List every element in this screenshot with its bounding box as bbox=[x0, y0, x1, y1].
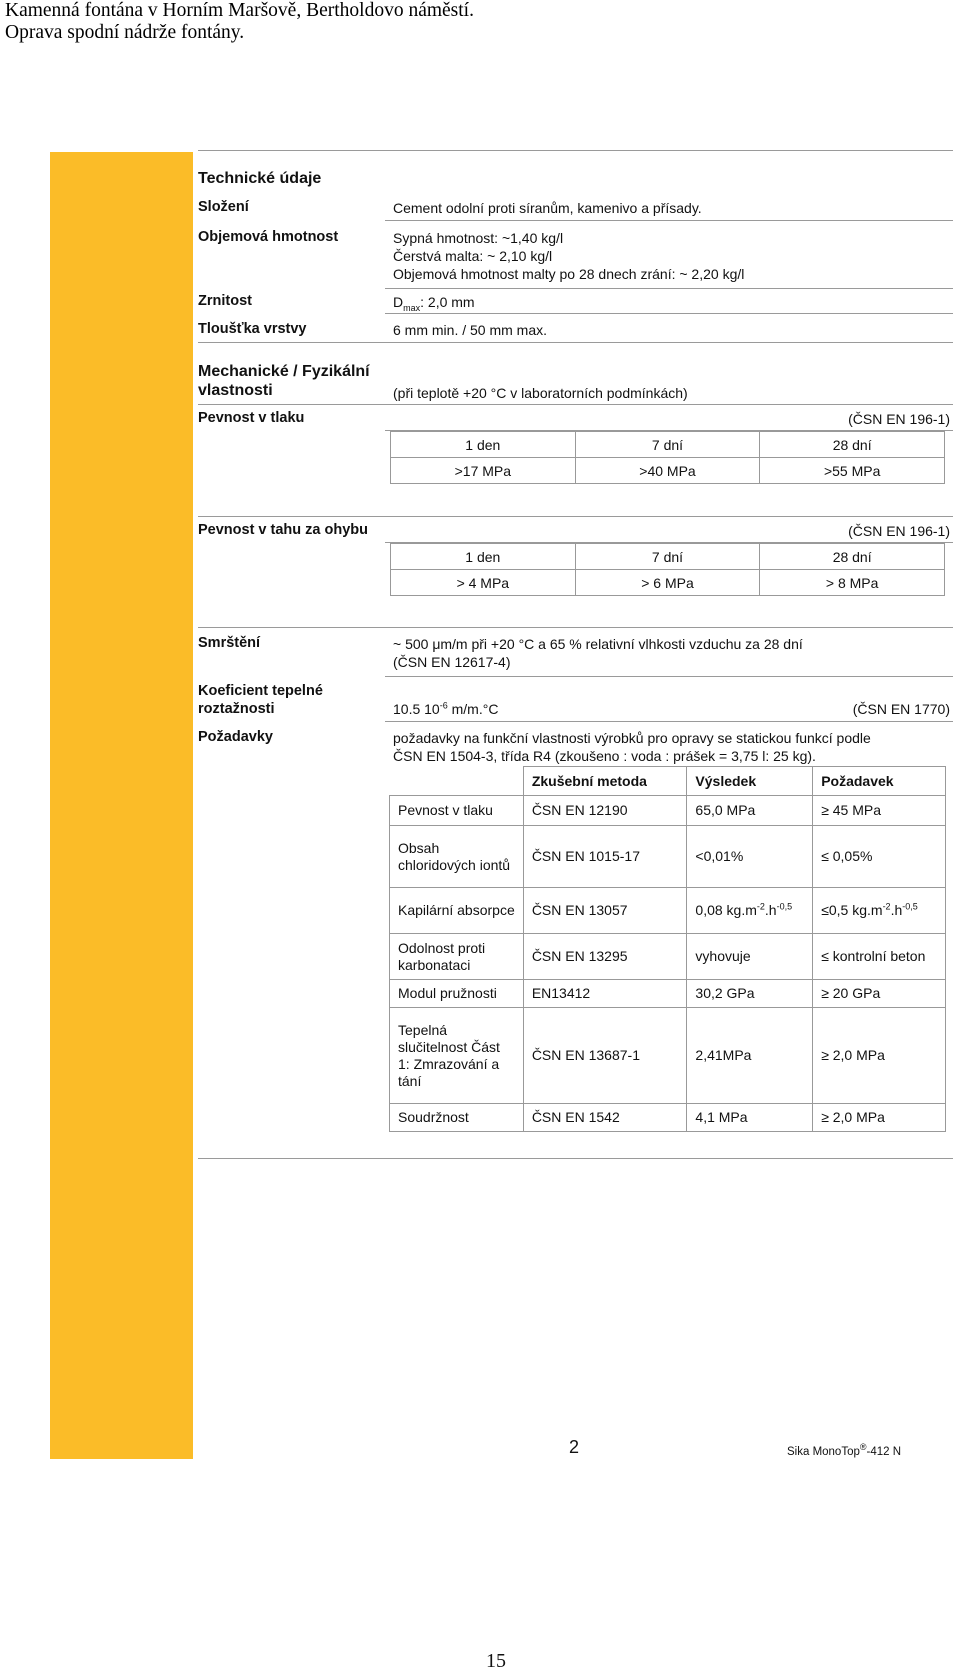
value-smrsteni-1: ~ 500 μm/m při +20 °C a 65 % relativní vlhkosti vzduchu za 28 dní bbox=[393, 636, 803, 652]
section-title-technical: Technické údaje bbox=[198, 170, 322, 187]
norm-koeficient: (ČSN EN 1770) bbox=[852, 701, 950, 717]
requirements-table bbox=[389, 766, 946, 1132]
table-cell: Kapilární absorpce bbox=[390, 888, 524, 934]
table-cell: > 6 MPa bbox=[575, 570, 760, 596]
divider bbox=[198, 404, 953, 405]
header-line-1: Kamenná fontána v Horním Maršově, Bertholdovo náměstí. bbox=[5, 0, 474, 21]
req-exp: -2 bbox=[882, 901, 891, 912]
table-pevnost-ohyb bbox=[390, 543, 945, 596]
koef-unit: m/m.°C bbox=[447, 701, 499, 717]
table-cell: >55 MPa bbox=[760, 458, 945, 484]
product-suffix: -412 N bbox=[866, 1446, 902, 1458]
label-zrnitost: Zrnitost bbox=[198, 293, 252, 309]
table-cell: ČSN EN 12190 bbox=[523, 796, 687, 826]
table-row bbox=[390, 888, 946, 934]
norm-pevnost-tlak: (ČSN EN 196-1) bbox=[848, 411, 950, 427]
result-exp: -0,5 bbox=[776, 901, 793, 912]
divider bbox=[198, 516, 953, 517]
table-row bbox=[391, 458, 945, 484]
table-cell: Pevnost v tlaku bbox=[390, 796, 524, 826]
table-cell: > 4 MPa bbox=[391, 570, 576, 596]
value-pozadavky-1: požadavky na funkční vlastnosti výrobků pro opravy se statickou funkcí podle bbox=[393, 730, 871, 746]
table-cell: ≤ kontrolní beton bbox=[813, 934, 946, 980]
table-row bbox=[390, 980, 946, 1008]
table-cell: ČSN EN 1015-17 bbox=[523, 826, 687, 888]
divider bbox=[198, 1158, 953, 1159]
value-smrsteni-2: (ČSN EN 12617-4) bbox=[393, 654, 511, 670]
table-cell: vyhovuje bbox=[687, 934, 813, 980]
mechanical-condition: (při teplotě +20 °C v laboratorních podmínkách) bbox=[393, 385, 688, 401]
table-row bbox=[390, 934, 946, 980]
label-smrsteni: Smrštění bbox=[198, 635, 261, 651]
section-title-mechanical-1: Mechanické / Fyzikální bbox=[198, 363, 370, 380]
result-base: 0,08 kg.m bbox=[695, 902, 757, 918]
value-zrnitost bbox=[393, 293, 475, 311]
table-cell: Odolnost proti karbonataci bbox=[390, 934, 524, 980]
table-cell bbox=[813, 888, 946, 934]
table-header-cell: Výsledek bbox=[687, 767, 813, 796]
table-cell bbox=[687, 888, 813, 934]
page-number: 15 bbox=[486, 1650, 506, 1672]
table-row bbox=[390, 826, 946, 888]
table-cell: 4,1 MPa bbox=[687, 1104, 813, 1132]
table-cell: 2,41MPa bbox=[687, 1008, 813, 1104]
product-name: Sika MonoTop bbox=[787, 1446, 860, 1458]
table-row bbox=[390, 1008, 946, 1104]
table-cell: ČSN EN 13687-1 bbox=[523, 1008, 687, 1104]
label-tloustka: Tloušťka vrstvy bbox=[198, 321, 307, 337]
table-cell: 1 den bbox=[391, 432, 576, 458]
result-exp: -2 bbox=[756, 901, 765, 912]
label-pevnost-ohyb: Pevnost v tahu za ohybu bbox=[198, 522, 368, 538]
result-mid: .h bbox=[764, 902, 777, 918]
value-hmotnost-2: Čerstvá malta: ~ 2,10 kg/l bbox=[393, 248, 553, 264]
value-koeficient bbox=[393, 700, 498, 718]
header-line-2: Oprava spodní nádrže fontány. bbox=[5, 22, 245, 43]
section-title-mechanical-2: vlastnosti bbox=[198, 382, 273, 399]
table-cell: ČSN EN 13057 bbox=[523, 888, 687, 934]
table-row bbox=[391, 570, 945, 596]
table-cell: EN13412 bbox=[523, 980, 687, 1008]
divider bbox=[198, 150, 953, 151]
koef-base: 10.5 10 bbox=[393, 701, 440, 717]
table-row bbox=[390, 796, 946, 826]
yellow-sidebar bbox=[50, 152, 193, 1459]
table-cell: >17 MPa bbox=[391, 458, 576, 484]
req-mid: .h bbox=[890, 902, 903, 918]
label-koeficient-2: roztažnosti bbox=[198, 701, 275, 717]
divider bbox=[198, 627, 953, 628]
document-header bbox=[5, 0, 474, 44]
norm-pevnost-ohyb: (ČSN EN 196-1) bbox=[848, 523, 950, 539]
divider bbox=[385, 288, 953, 289]
table-cell: ≥ 45 MPa bbox=[813, 796, 946, 826]
label-koeficient-1: Koeficient tepelné bbox=[198, 683, 323, 699]
table-cell: 7 dní bbox=[575, 544, 760, 570]
footer-page-number: 2 bbox=[569, 1437, 580, 1457]
value-pozadavky-2: ČSN EN 1504-3, třída R4 (zkoušeno : voda : prášek = 3,75 l: 25 kg). bbox=[393, 748, 816, 764]
table-cell: 28 dní bbox=[760, 432, 945, 458]
table-row bbox=[390, 1104, 946, 1132]
table-row bbox=[391, 432, 945, 458]
divider bbox=[198, 342, 953, 343]
table-cell: ČSN EN 1542 bbox=[523, 1104, 687, 1132]
table-header-row bbox=[390, 767, 946, 796]
table-cell: ≥ 2,0 MPa bbox=[813, 1104, 946, 1132]
table-cell: 65,0 MPa bbox=[687, 796, 813, 826]
table-cell: ≥ 20 GPa bbox=[813, 980, 946, 1008]
table-cell: Obsah chloridových iontů bbox=[390, 826, 524, 888]
table-cell: >40 MPa bbox=[575, 458, 760, 484]
label-pozadavky: Požadavky bbox=[198, 729, 273, 745]
divider bbox=[385, 313, 953, 314]
table-cell: ≤ 0,05% bbox=[813, 826, 946, 888]
table-header-cell: Zkušební metoda bbox=[523, 767, 687, 796]
table-cell: Soudržnost bbox=[390, 1104, 524, 1132]
req-exp: -0,5 bbox=[902, 901, 918, 912]
divider bbox=[385, 220, 953, 221]
table-cell: 7 dní bbox=[575, 432, 760, 458]
table-cell: 1 den bbox=[391, 544, 576, 570]
value-hmotnost-3: Objemová hmotnost malty po 28 dnech zrání: ~ 2,20 kg/l bbox=[393, 266, 745, 282]
value-slozeni: Cement odolní proti síranům, kamenivo a přísady. bbox=[393, 200, 702, 216]
value-tloustka: 6 mm min. / 50 mm max. bbox=[393, 322, 548, 338]
value-hmotnost-1: Sypná hmotnost: ~1,40 kg/l bbox=[393, 230, 564, 246]
footer-product bbox=[787, 1442, 902, 1458]
koef-exp: -6 bbox=[439, 700, 448, 711]
registered-mark: ® bbox=[859, 1442, 867, 1453]
table-cell: 30,2 GPa bbox=[687, 980, 813, 1008]
divider bbox=[385, 676, 953, 677]
label-hmotnost: Objemová hmotnost bbox=[198, 229, 339, 245]
label-slozeni: Složení bbox=[198, 199, 249, 215]
table-cell: Tepelná slučitelnost Část 1: Zmrazování a tání bbox=[390, 1008, 524, 1104]
label-pevnost-tlak: Pevnost v tlaku bbox=[198, 410, 305, 426]
table-cell: Modul pružnosti bbox=[390, 980, 524, 1008]
table-header-cell bbox=[390, 767, 524, 796]
req-base: ≤0,5 kg.m bbox=[821, 902, 883, 918]
table-cell: 28 dní bbox=[760, 544, 945, 570]
table-cell: > 8 MPa bbox=[760, 570, 945, 596]
zrnitost-d: D bbox=[393, 294, 404, 310]
divider bbox=[385, 721, 953, 722]
table-row bbox=[391, 544, 945, 570]
zrnitost-sub: max bbox=[403, 302, 421, 313]
table-pevnost-tlak bbox=[390, 431, 945, 484]
table-cell: ČSN EN 13295 bbox=[523, 934, 687, 980]
table-cell: ≥ 2,0 MPa bbox=[813, 1008, 946, 1104]
zrnitost-rest: : 2,0 mm bbox=[420, 294, 475, 310]
table-cell: <0,01% bbox=[687, 826, 813, 888]
table-header-cell: Požadavek bbox=[813, 767, 946, 796]
